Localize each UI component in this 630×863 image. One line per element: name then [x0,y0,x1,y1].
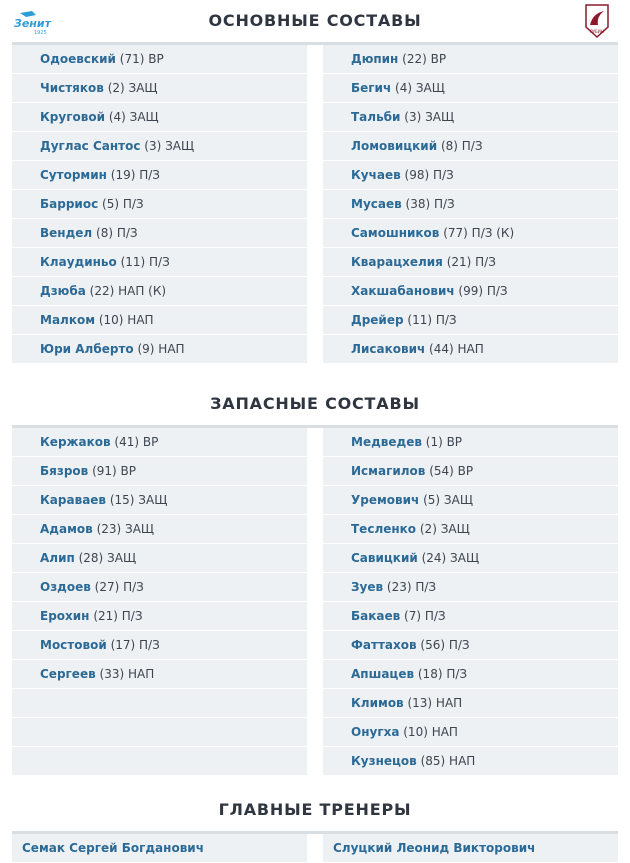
player-row[interactable] [323,132,618,160]
player-name[interactable]: Вендел [40,226,93,240]
starting-header [0,0,630,42]
player-name[interactable]: Сутормин [40,168,107,182]
svg-text:1925: 1925 [34,30,47,35]
player-row[interactable] [12,161,307,189]
player-name[interactable]: Савицкий [351,551,418,565]
player-meta: (11) П/З [120,255,170,269]
player-meta: (10) НАП [403,725,458,739]
player-row[interactable] [323,602,618,630]
empty-row [12,718,307,746]
player-row[interactable] [12,103,307,131]
player-row[interactable] [323,219,618,247]
player-row[interactable] [12,277,307,305]
player-name[interactable]: Бязров [40,464,89,478]
player-row[interactable] [12,132,307,160]
player-meta: (3) ЗАЩ [404,110,455,124]
player-row[interactable] [323,335,618,363]
player-row[interactable] [12,486,307,514]
player-meta: (71) ВР [119,52,164,66]
player-meta: (1) ВР [425,435,463,449]
player-meta: (9) НАП [137,342,185,356]
player-row[interactable] [12,335,307,363]
player-name[interactable]: Кучаев [351,168,401,182]
player-row[interactable] [12,544,307,572]
player-name[interactable]: Апшацев [351,667,415,681]
player-name[interactable]: Кержаков [40,435,111,449]
player-name[interactable]: Лисакович [351,342,426,356]
subs-grid [0,428,630,776]
player-name[interactable]: Уремович [351,493,420,507]
player-name[interactable]: Онугха [351,725,400,739]
player-name[interactable]: Мостовой [40,638,107,652]
player-meta: (10) НАП [98,313,154,327]
home-subs-list [12,428,307,776]
player-name[interactable]: Дзюба [40,284,86,298]
player-row[interactable] [323,718,618,746]
player-name[interactable]: Круговой [40,110,105,124]
player-row[interactable] [323,515,618,543]
player-meta: (99) П/З [458,284,508,298]
player-meta: (44) НАП [429,342,484,356]
player-row[interactable] [323,161,618,189]
home-starting-list [12,45,307,364]
player-meta: (8) П/З [96,226,138,240]
player-meta: (38) П/З [405,197,455,211]
player-row[interactable] [12,248,307,276]
player-row[interactable] [12,515,307,543]
player-row[interactable] [323,457,618,485]
empty-row [12,689,307,717]
player-meta: (85) НАП [420,754,476,768]
player-meta: (21) П/З [446,255,496,269]
player-name[interactable]: Дюпин [351,52,399,66]
player-meta: (5) П/З [102,197,144,211]
player-row[interactable] [12,306,307,334]
away-coach[interactable] [323,834,618,862]
player-name[interactable]: Самошников [351,226,440,240]
player-meta: (11) П/З [407,313,457,327]
player-name[interactable]: Климов [351,696,404,710]
player-row[interactable] [12,190,307,218]
starting-grid [0,45,630,364]
player-meta: (27) П/З [94,580,144,594]
player-name[interactable]: Хакшабанович [351,284,455,298]
player-name[interactable]: Клаудиньо [40,255,117,269]
player-name[interactable]: Дуглас Сантос [40,139,141,153]
player-meta: (3) ЗАЩ [144,139,195,153]
player-row[interactable] [323,306,618,334]
player-name[interactable]: Тальби [351,110,401,124]
player-meta: (54) ВР [429,464,474,478]
coaches-title: ГЛАВНЫЕ ТРЕНЕРЫ [218,800,412,819]
rubin-logo [584,3,610,39]
player-meta: (15) ЗАЩ [109,493,168,507]
player-row[interactable] [12,631,307,659]
player-name[interactable]: Кузнецов [351,754,417,768]
player-row[interactable] [12,74,307,102]
coaches-header [0,789,630,831]
player-name[interactable]: Юри Алберто [40,342,134,356]
player-meta: (77) П/З (К) [443,226,515,240]
player-row[interactable] [323,689,618,717]
player-meta: (17) П/З [110,638,160,652]
player-name[interactable]: Фаттахов [351,638,417,652]
player-row[interactable] [323,248,618,276]
player-meta: (2) ЗАЩ [419,522,470,536]
player-name[interactable]: Адамов [40,522,93,536]
player-row[interactable] [323,190,618,218]
away-starting-list [323,45,618,364]
player-row[interactable] [12,457,307,485]
player-name[interactable]: Алип [40,551,75,565]
starting-title: ОСНОВНЫЕ СОСТАВЫ [208,11,422,30]
player-meta: (2) ЗАЩ [107,81,158,95]
player-meta: (22) НАП (К) [89,284,167,298]
player-name[interactable]: Барриос [40,197,99,211]
player-meta: (98) П/З [404,168,454,182]
player-row[interactable] [323,74,618,102]
player-name[interactable]: Ерохин [40,609,90,623]
player-name[interactable]: Одоевский [40,52,116,66]
player-name[interactable]: Мусаев [351,197,402,211]
coach-name[interactable]: Семак Сергей Богданович [22,841,204,855]
player-row[interactable] [323,45,618,73]
player-meta: (28) ЗАЩ [78,551,137,565]
player-row[interactable] [323,660,618,688]
player-meta: (8) П/З [440,139,483,153]
player-row[interactable] [12,219,307,247]
coaches-grid [0,834,630,863]
svg-text:РУБИН: РУБИН [590,29,604,34]
player-meta: (24) ЗАЩ [421,551,480,565]
player-meta: (4) ЗАЩ [395,81,445,95]
player-name[interactable]: Ломовицкий [351,139,438,153]
player-meta: (91) ВР [92,464,137,478]
player-name[interactable]: Кварацхелия [351,255,443,269]
player-meta: (5) ЗАЩ [423,493,473,507]
player-row[interactable] [12,602,307,630]
player-meta: (7) П/З [404,609,446,623]
player-name[interactable]: Исмагилов [351,464,426,478]
player-row[interactable] [12,660,307,688]
player-meta: (22) ВР [402,52,447,66]
player-meta: (23) П/З [386,580,437,594]
subs-title: ЗАПАСНЫЕ СОСТАВЫ [210,394,420,413]
player-meta: (21) П/З [93,609,143,623]
player-meta: (56) П/З [420,638,470,652]
player-row[interactable] [323,544,618,572]
player-row[interactable] [323,747,618,775]
player-meta: (4) ЗАЩ [108,110,159,124]
player-row[interactable] [323,486,618,514]
player-name[interactable]: Бегич [351,81,392,95]
player-name[interactable]: Медведев [351,435,422,449]
player-row[interactable] [12,428,307,456]
zenit-logo [12,9,52,35]
player-name[interactable]: Бакаев [351,609,401,623]
player-name[interactable]: Караваев [40,493,107,507]
away-subs-list [323,428,618,776]
player-name[interactable]: Тесленко [351,522,417,536]
subs-header [0,383,630,425]
player-meta: (23) ЗАЩ [96,522,155,536]
player-meta: (18) П/З [417,667,468,681]
player-name[interactable]: Малком [40,313,96,327]
player-meta: (19) П/З [110,168,160,182]
player-row[interactable] [323,573,618,601]
player-name[interactable]: Дрейер [351,313,404,327]
player-name[interactable]: Чистяков [40,81,104,95]
player-row[interactable] [323,277,618,305]
coach-name[interactable]: Слуцкий Леонид Викторович [333,841,536,855]
player-row[interactable] [12,45,307,73]
player-meta: (41) ВР [114,435,159,449]
player-row[interactable] [12,573,307,601]
player-name[interactable]: Сергеев [40,667,96,681]
home-coach[interactable] [12,834,307,862]
player-name[interactable]: Оздоев [40,580,91,594]
player-name[interactable]: Зуев [351,580,384,594]
player-row[interactable] [323,631,618,659]
empty-row [12,747,307,775]
player-meta: (13) НАП [407,696,463,710]
player-row[interactable] [323,103,618,131]
svg-text:Зенит: Зенит [14,17,51,30]
player-meta: (33) НАП [99,667,155,681]
player-row[interactable] [323,428,618,456]
